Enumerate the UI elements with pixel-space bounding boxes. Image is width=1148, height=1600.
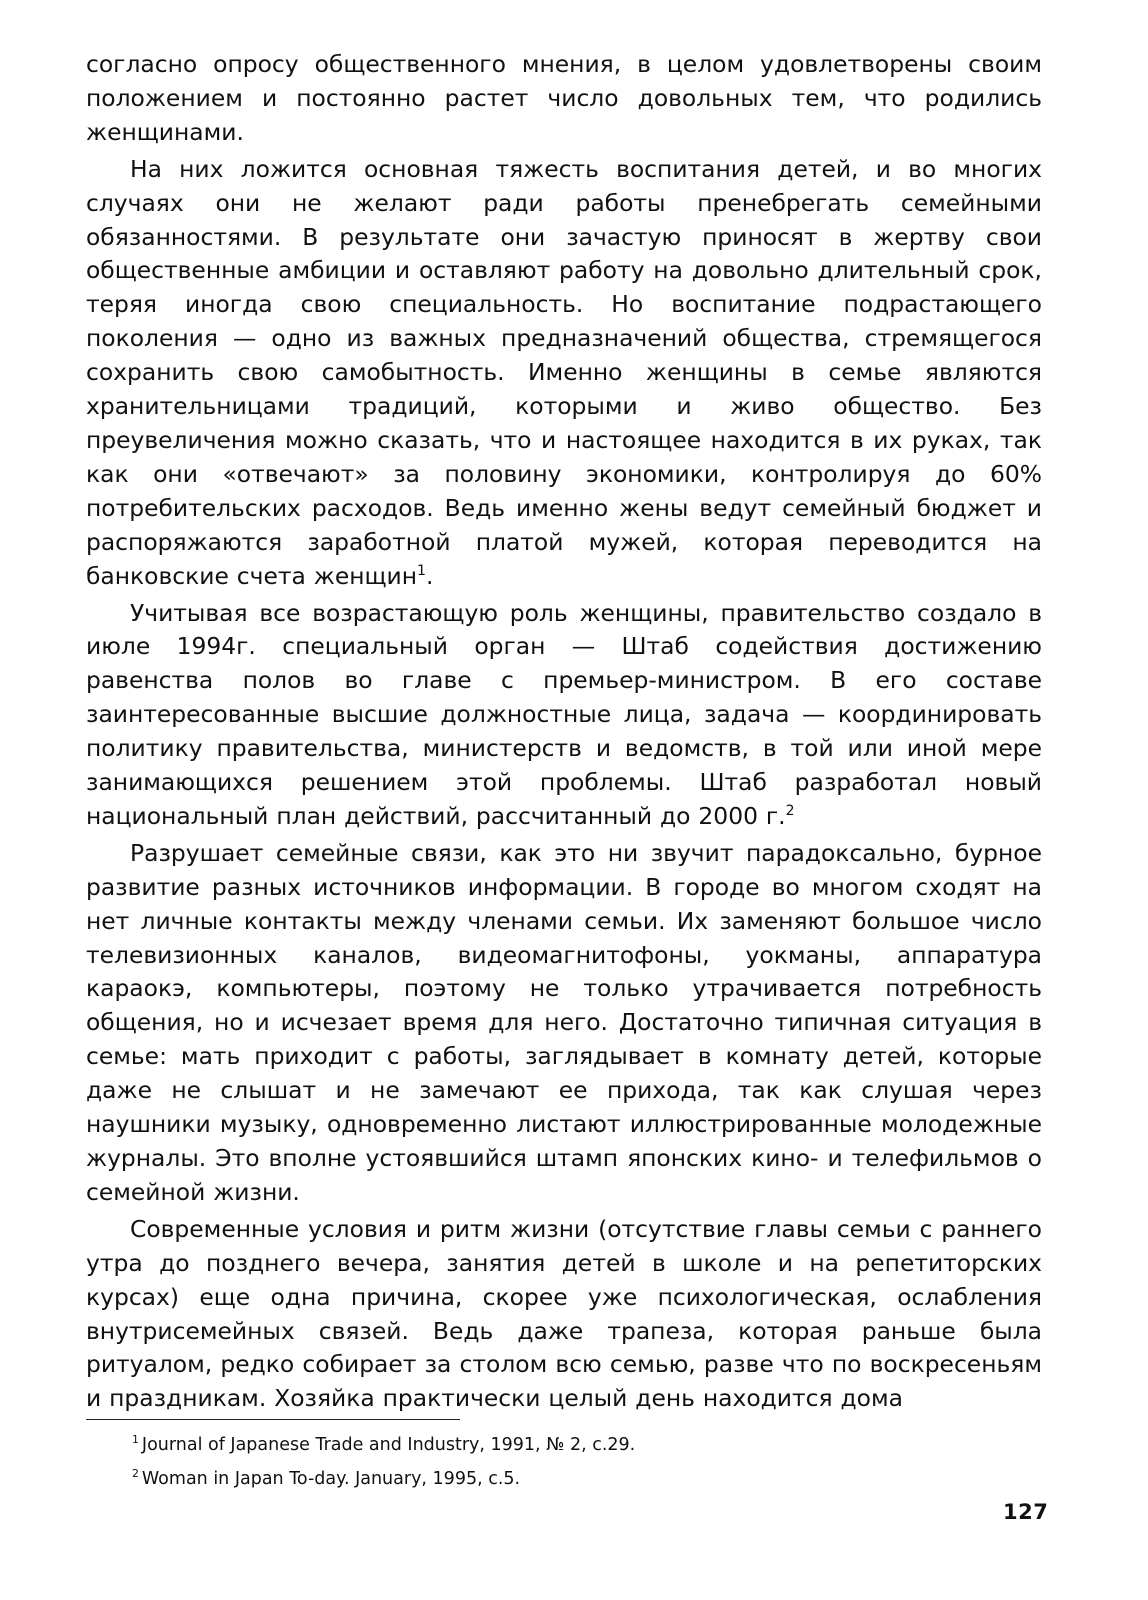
footnote-text: Journal of Japanese Trade and Industry, 1991, № 2, с.29.	[141, 1435, 636, 1455]
paragraph-text: Учитывая все возрастающую роль женщины, правительство создало в июле 1994г. специальный орган — Штаб содействия достижению равенства полов во главе с премьер-министром. В его составе заинтересованные высшие должностные лица, задача — координировать политику правительства, министерств и ведомств, в той или иной мере занимающихся решением этой проблемы. Штаб разработал новый национальный план действий, рассчитанный до 2000 г.	[86, 598, 1042, 830]
paragraph-text: согласно опросу общественного мнения, в целом удовлетворены своим положением и постоянно растет число довольных тем, что родились женщинами.	[86, 50, 1042, 146]
paragraph-text: Разрушает семейные связи, как это ни звучит парадоксально, бурное развитие разных источников информации. В городе во многом сходят на нет личные контакты между членами семьи. Их заменяют большое число телевизионных каналов, видеомагнитофоны, уокманы, аппаратура караокэ, компьютеры, поэтому не только утрачивается потребность общения, но и исчезает время для него. Достаточно типичная ситуация в семье: мать приходит с работы, заглядывает в комнату детей, которые даже не слышат и не замечают ее прихода, так как слушая через наушники музыку, одновременно листают иллюстрированные молодежные журналы. Это вполне устоявшийся штамп японских кино- и телефильмов о семейной жизни.	[86, 838, 1042, 1206]
paragraph	[86, 597, 1042, 834]
paragraph	[86, 1213, 1042, 1416]
footnote	[132, 1432, 992, 1458]
paragraph	[86, 837, 1042, 1210]
footnote-ref: 1	[417, 562, 426, 579]
paragraph-text: На них ложится основная тяжесть воспитания детей, и во многих случаях они не желают ради работы пренебрегать семейными обязанностями. В результате они зачастую приносят в жертву свои общественные амбиции и оставляют работу на довольно длительный срок, теряя иногда свою специальность. Но воспитание подрастающего поколения — одно из важных предназначений общества, стремящегося сохранить свою самобытность. Именно женщины в семье являются хранительницами традиций, которыми и живо общество. Без преувеличения можно сказать, что и настоящее находится в их руках, так как они «отвечают» за половину экономики, контролируя до 60% потребительских расходов. Ведь именно жены ведут семейный бюджет и распоряжаются заработной платой мужей, которая переводится на банковские счета женщин	[86, 154, 1042, 590]
footnote-ref: 2	[785, 803, 795, 820]
footnote-mark: 1	[132, 1433, 139, 1447]
paragraph-text: Современные условия и ритм жизни (отсутствие главы семьи с раннего утра до позднего вечера, занятия детей в школе и на репетиторских курсах) еще одна причина, скорее уже психологическая, ослабления внутрисемейных связей. Ведь даже трапеза, которая раньше была ритуалом, редко собирает за столом всю семью, разве что по воскресеньям и праздникам. Хозяйка практически целый день находится дома	[86, 1214, 1042, 1413]
paragraph: На них ложится основная тяжесть воспитания детей, и во многих случаях они не желают ради работы пренебрегать семейными обязанностями. В результате они зачастую приносят в жертву свои общественные амбиции и оставляют работу на довольно длительный срок, теряя иногда свою специальность. Но воспитание подрастающего поколения — одно из важных предназначений общества, стремящегося сохранить свою самобытность. Именно женщины в семье являются хранительницами традиций, которыми и живо общество. Без преувеличения можно сказать, что и настоящее находится в их руках, так как они «отвечают» за половину экономики, контролируя до 60% потребительских расходов. Ведь именно жены ведут семейный бюджет и распоряжаются заработной платой мужей, которая переводится на банковские счета женщин$^1$.	[86, 154, 1042, 590]
footnotes	[132, 1432, 992, 1500]
body-text	[86, 48, 1042, 1416]
page-number: 127	[1003, 1500, 1049, 1524]
footnote	[132, 1466, 992, 1492]
paragraph	[86, 48, 1042, 150]
footnote-mark: 2	[132, 1467, 139, 1481]
footnote-separator	[86, 1419, 460, 1420]
footnote-text: Woman in Japan To-day. January, 1995, с.5.	[141, 1469, 521, 1489]
